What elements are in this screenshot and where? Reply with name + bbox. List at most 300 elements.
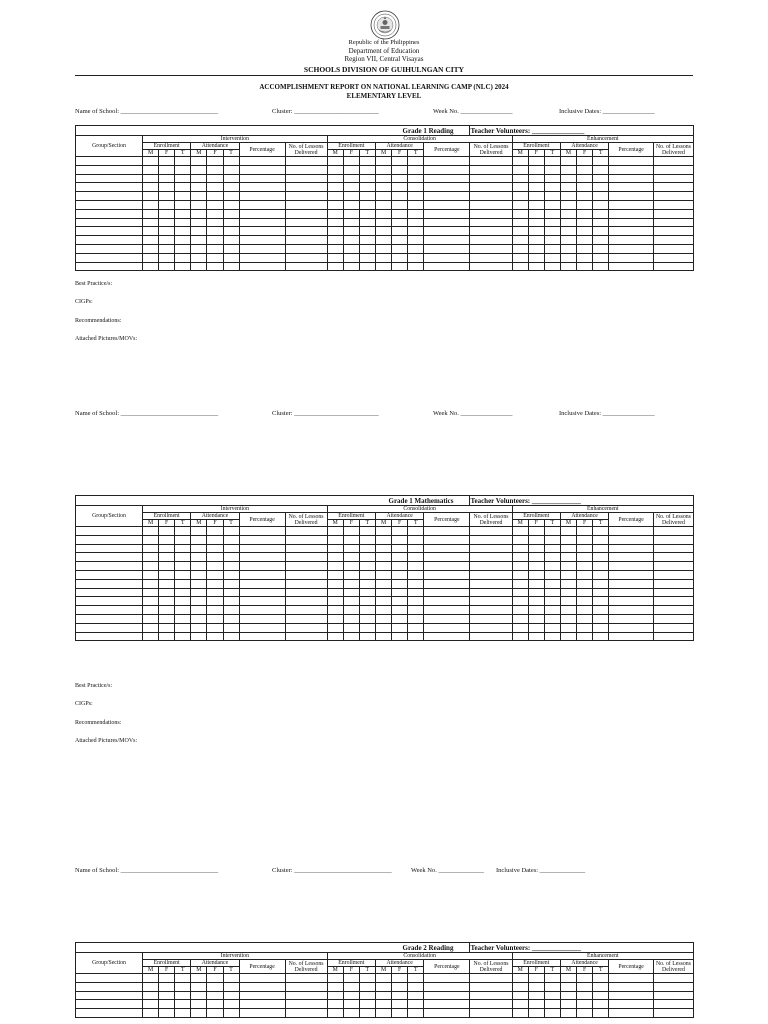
table-cell[interactable] (560, 236, 576, 245)
table-cell[interactable] (593, 597, 609, 606)
table-cell[interactable] (528, 562, 544, 571)
table-cell[interactable] (392, 982, 408, 991)
table-cell[interactable] (159, 570, 175, 579)
table-cell[interactable] (609, 562, 654, 571)
table-cell[interactable] (470, 991, 512, 1000)
table-cell[interactable] (285, 1000, 327, 1009)
table-cell[interactable] (512, 244, 528, 253)
table-cell[interactable] (470, 982, 512, 991)
table-cell[interactable] (577, 535, 593, 544)
table-cell[interactable] (343, 623, 359, 632)
table-cell[interactable] (392, 562, 408, 571)
table-cell[interactable] (359, 535, 375, 544)
table-cell[interactable] (408, 535, 424, 544)
table-cell[interactable] (528, 614, 544, 623)
table-cell[interactable] (544, 200, 560, 209)
table-cell[interactable] (76, 632, 143, 641)
table-cell[interactable] (142, 244, 158, 253)
cluster-field[interactable]: Cluster: __________________________ (272, 410, 379, 417)
table-cell[interactable] (577, 253, 593, 262)
table-cell[interactable] (159, 553, 175, 562)
table-cell[interactable] (577, 200, 593, 209)
table-cell[interactable] (424, 623, 470, 632)
table-cell[interactable] (207, 570, 223, 579)
table-cell[interactable] (285, 244, 327, 253)
table-cell[interactable] (577, 614, 593, 623)
table-cell[interactable] (207, 588, 223, 597)
table-cell[interactable] (470, 192, 512, 201)
table-cell[interactable] (285, 262, 327, 271)
table-cell[interactable] (470, 606, 512, 615)
table-cell[interactable] (175, 174, 191, 183)
table-cell[interactable] (593, 183, 609, 192)
table-cell[interactable] (470, 632, 512, 641)
table-cell[interactable] (408, 157, 424, 166)
table-cell[interactable] (528, 157, 544, 166)
table-cell[interactable] (512, 623, 528, 632)
table-cell[interactable] (223, 544, 239, 553)
table-cell[interactable] (653, 553, 693, 562)
table-cell[interactable] (142, 982, 158, 991)
table-cell[interactable] (239, 579, 285, 588)
week-field[interactable]: Week No. ________________ (433, 108, 513, 115)
table-cell[interactable] (376, 614, 392, 623)
table-cell[interactable] (285, 553, 327, 562)
table-cell[interactable] (76, 623, 143, 632)
table-cell[interactable] (223, 227, 239, 236)
table-cell[interactable] (223, 535, 239, 544)
table-cell[interactable] (544, 606, 560, 615)
table-cell[interactable] (653, 632, 693, 641)
table-cell[interactable] (375, 982, 391, 991)
table-cell[interactable] (359, 579, 375, 588)
table-cell[interactable] (470, 200, 512, 209)
table-cell[interactable] (470, 623, 512, 632)
table-cell[interactable] (408, 253, 424, 262)
table-cell[interactable] (593, 227, 609, 236)
table-cell[interactable] (653, 544, 693, 553)
table-cell[interactable] (609, 218, 654, 227)
table-cell[interactable] (376, 544, 392, 553)
table-cell[interactable] (239, 588, 285, 597)
table-cell[interactable] (76, 183, 143, 192)
table-cell[interactable] (408, 982, 424, 991)
table-cell[interactable] (359, 597, 375, 606)
table-cell[interactable] (512, 236, 528, 245)
inclusive-dates-field[interactable]: Inclusive Dates: ______________ (496, 867, 586, 874)
table-cell[interactable] (359, 174, 375, 183)
table-cell[interactable] (577, 262, 593, 271)
table-cell[interactable] (207, 174, 223, 183)
table-cell[interactable] (142, 192, 158, 201)
table-cell[interactable] (528, 183, 544, 192)
table-cell[interactable] (191, 579, 207, 588)
table-cell[interactable] (343, 244, 359, 253)
table-cell[interactable] (359, 192, 375, 201)
table-cell[interactable] (175, 623, 191, 632)
table-cell[interactable] (424, 527, 470, 536)
table-cell[interactable] (392, 1009, 408, 1018)
table-cell[interactable] (560, 165, 576, 174)
table-cell[interactable] (577, 606, 593, 615)
table-cell[interactable] (560, 544, 576, 553)
table-cell[interactable] (512, 1009, 528, 1018)
table-cell[interactable] (285, 562, 327, 571)
table-cell[interactable] (512, 157, 528, 166)
table-cell[interactable] (191, 982, 207, 991)
table-cell[interactable] (528, 623, 544, 632)
table-cell[interactable] (376, 562, 392, 571)
table-cell[interactable] (327, 209, 343, 218)
table-cell[interactable] (207, 544, 223, 553)
table-cell[interactable] (408, 974, 424, 983)
table-cell[interactable] (327, 562, 343, 571)
table-cell[interactable] (392, 606, 408, 615)
table-cell[interactable] (653, 183, 693, 192)
table-cell[interactable] (223, 614, 239, 623)
table-cell[interactable] (159, 614, 175, 623)
table-cell[interactable] (408, 227, 424, 236)
table-cell[interactable] (207, 227, 223, 236)
table-cell[interactable] (593, 606, 609, 615)
table-cell[interactable] (285, 209, 327, 218)
table-cell[interactable] (76, 991, 143, 1000)
table-cell[interactable] (142, 200, 158, 209)
table-cell[interactable] (424, 262, 470, 271)
table-cell[interactable] (223, 174, 239, 183)
teacher-volunteers-field[interactable]: Teacher Volunteers: ______________ (470, 943, 694, 953)
table-cell[interactable] (191, 527, 207, 536)
table-cell[interactable] (424, 244, 470, 253)
table-cell[interactable] (191, 1000, 207, 1009)
table-cell[interactable] (175, 974, 191, 983)
table-cell[interactable] (327, 570, 343, 579)
table-cell[interactable] (76, 262, 143, 271)
table-cell[interactable] (593, 157, 609, 166)
table-cell[interactable] (239, 253, 285, 262)
table-cell[interactable] (392, 157, 408, 166)
table-cell[interactable] (142, 1009, 158, 1018)
table-cell[interactable] (191, 562, 207, 571)
table-cell[interactable] (424, 614, 470, 623)
table-cell[interactable] (392, 209, 408, 218)
table-cell[interactable] (142, 1000, 158, 1009)
table-cell[interactable] (609, 174, 654, 183)
inclusive-dates-field[interactable]: Inclusive Dates: ________________ (559, 108, 655, 115)
table-cell[interactable] (577, 527, 593, 536)
table-cell[interactable] (359, 218, 375, 227)
table-cell[interactable] (392, 991, 408, 1000)
table-cell[interactable] (424, 157, 470, 166)
table-cell[interactable] (76, 1009, 143, 1018)
table-cell[interactable] (175, 632, 191, 641)
table-cell[interactable] (653, 535, 693, 544)
table-cell[interactable] (239, 218, 285, 227)
table-cell[interactable] (392, 597, 408, 606)
table-cell[interactable] (512, 544, 528, 553)
table-cell[interactable] (392, 262, 408, 271)
table-cell[interactable] (175, 544, 191, 553)
table-cell[interactable] (653, 192, 693, 201)
table-cell[interactable] (207, 192, 223, 201)
table-cell[interactable] (343, 606, 359, 615)
table-cell[interactable] (159, 157, 175, 166)
table-cell[interactable] (239, 535, 285, 544)
table-cell[interactable] (207, 1009, 223, 1018)
table-cell[interactable] (223, 218, 239, 227)
table-cell[interactable] (76, 209, 143, 218)
table-cell[interactable] (223, 553, 239, 562)
table-cell[interactable] (376, 218, 392, 227)
table-cell[interactable] (175, 1000, 191, 1009)
table-cell[interactable] (76, 982, 143, 991)
table-cell[interactable] (359, 165, 375, 174)
table-cell[interactable] (207, 632, 223, 641)
table-cell[interactable] (408, 244, 424, 253)
table-cell[interactable] (343, 227, 359, 236)
table-cell[interactable] (424, 174, 470, 183)
table-cell[interactable] (577, 183, 593, 192)
table-cell[interactable] (593, 218, 609, 227)
table-cell[interactable] (76, 535, 143, 544)
table-cell[interactable] (593, 192, 609, 201)
table-cell[interactable] (593, 553, 609, 562)
table-cell[interactable] (470, 174, 512, 183)
table-cell[interactable] (653, 570, 693, 579)
table-cell[interactable] (191, 253, 207, 262)
table-cell[interactable] (239, 165, 285, 174)
table-cell[interactable] (593, 632, 609, 641)
table-cell[interactable] (327, 588, 343, 597)
table-cell[interactable] (577, 174, 593, 183)
table-cell[interactable] (470, 1009, 512, 1018)
table-cell[interactable] (343, 588, 359, 597)
table-cell[interactable] (512, 227, 528, 236)
table-cell[interactable] (560, 262, 576, 271)
table-cell[interactable] (239, 1009, 285, 1018)
table-cell[interactable] (577, 974, 593, 983)
table-cell[interactable] (470, 183, 512, 192)
table-cell[interactable] (239, 544, 285, 553)
table-cell[interactable] (223, 623, 239, 632)
table-cell[interactable] (376, 183, 392, 192)
table-cell[interactable] (343, 527, 359, 536)
table-cell[interactable] (376, 570, 392, 579)
table-cell[interactable] (577, 227, 593, 236)
table-cell[interactable] (392, 623, 408, 632)
table-cell[interactable] (544, 562, 560, 571)
table-cell[interactable] (159, 253, 175, 262)
table-cell[interactable] (376, 165, 392, 174)
table-cell[interactable] (223, 579, 239, 588)
table-cell[interactable] (191, 218, 207, 227)
table-cell[interactable] (609, 262, 654, 271)
table-cell[interactable] (76, 1000, 143, 1009)
table-cell[interactable] (159, 262, 175, 271)
table-cell[interactable] (577, 991, 593, 1000)
table-cell[interactable] (424, 562, 470, 571)
table-cell[interactable] (76, 588, 143, 597)
inclusive-dates-field[interactable]: Inclusive Dates: ________________ (559, 410, 655, 417)
table-cell[interactable] (392, 227, 408, 236)
table-cell[interactable] (560, 562, 576, 571)
table-cell[interactable] (653, 588, 693, 597)
table-cell[interactable] (609, 244, 654, 253)
table-cell[interactable] (593, 588, 609, 597)
table-cell[interactable] (593, 200, 609, 209)
table-cell[interactable] (653, 244, 693, 253)
table-cell[interactable] (175, 244, 191, 253)
table-cell[interactable] (207, 1000, 223, 1009)
table-cell[interactable] (159, 1000, 175, 1009)
table-cell[interactable] (191, 244, 207, 253)
table-cell[interactable] (560, 183, 576, 192)
table-cell[interactable] (207, 597, 223, 606)
table-cell[interactable] (528, 606, 544, 615)
table-cell[interactable] (512, 183, 528, 192)
table-cell[interactable] (512, 606, 528, 615)
table-cell[interactable] (223, 165, 239, 174)
table-cell[interactable] (239, 527, 285, 536)
table-cell[interactable] (343, 579, 359, 588)
table-cell[interactable] (142, 570, 158, 579)
table-cell[interactable] (528, 570, 544, 579)
table-cell[interactable] (392, 570, 408, 579)
table-cell[interactable] (653, 606, 693, 615)
table-cell[interactable] (76, 606, 143, 615)
table-cell[interactable] (544, 614, 560, 623)
table-cell[interactable] (593, 544, 609, 553)
table-cell[interactable] (327, 527, 343, 536)
table-cell[interactable] (512, 253, 528, 262)
table-cell[interactable] (223, 1009, 239, 1018)
table-cell[interactable] (528, 588, 544, 597)
table-cell[interactable] (327, 262, 343, 271)
table-cell[interactable] (653, 253, 693, 262)
table-cell[interactable] (392, 236, 408, 245)
table-cell[interactable] (528, 1000, 544, 1009)
table-cell[interactable] (512, 165, 528, 174)
table-cell[interactable] (239, 623, 285, 632)
table-cell[interactable] (376, 209, 392, 218)
table-cell[interactable] (376, 623, 392, 632)
table-cell[interactable] (207, 157, 223, 166)
table-cell[interactable] (470, 553, 512, 562)
table-cell[interactable] (544, 236, 560, 245)
table-cell[interactable] (376, 535, 392, 544)
table-cell[interactable] (424, 588, 470, 597)
table-cell[interactable] (327, 165, 343, 174)
table-cell[interactable] (470, 236, 512, 245)
table-cell[interactable] (544, 253, 560, 262)
table-cell[interactable] (359, 562, 375, 571)
table-cell[interactable] (343, 974, 359, 983)
table-cell[interactable] (560, 974, 576, 983)
table-cell[interactable] (375, 1009, 391, 1018)
table-cell[interactable] (609, 165, 654, 174)
table-cell[interactable] (560, 209, 576, 218)
table-cell[interactable] (191, 606, 207, 615)
table-cell[interactable] (159, 535, 175, 544)
table-cell[interactable] (207, 244, 223, 253)
table-cell[interactable] (223, 236, 239, 245)
table-cell[interactable] (343, 562, 359, 571)
table-cell[interactable] (528, 597, 544, 606)
table-cell[interactable] (142, 623, 158, 632)
table-cell[interactable] (159, 597, 175, 606)
table-cell[interactable] (512, 614, 528, 623)
table-cell[interactable] (609, 1000, 654, 1009)
table-cell[interactable] (207, 236, 223, 245)
table-cell[interactable] (327, 157, 343, 166)
table-cell[interactable] (142, 262, 158, 271)
table-cell[interactable] (424, 1009, 470, 1018)
table-cell[interactable] (424, 606, 470, 615)
table-cell[interactable] (343, 209, 359, 218)
table-cell[interactable] (392, 535, 408, 544)
table-cell[interactable] (359, 1000, 375, 1009)
table-cell[interactable] (207, 527, 223, 536)
table-cell[interactable] (593, 991, 609, 1000)
table-cell[interactable] (609, 227, 654, 236)
table-cell[interactable] (191, 974, 207, 983)
table-cell[interactable] (327, 236, 343, 245)
table-cell[interactable] (544, 262, 560, 271)
table-cell[interactable] (577, 1009, 593, 1018)
table-cell[interactable] (376, 579, 392, 588)
table-cell[interactable] (376, 200, 392, 209)
table-cell[interactable] (142, 227, 158, 236)
table-cell[interactable] (159, 606, 175, 615)
table-cell[interactable] (207, 253, 223, 262)
table-cell[interactable] (285, 253, 327, 262)
table-cell[interactable] (577, 632, 593, 641)
table-cell[interactable] (577, 623, 593, 632)
table-cell[interactable] (408, 174, 424, 183)
table-cell[interactable] (142, 218, 158, 227)
table-cell[interactable] (207, 262, 223, 271)
table-cell[interactable] (408, 597, 424, 606)
table-cell[interactable] (512, 632, 528, 641)
table-cell[interactable] (142, 606, 158, 615)
table-cell[interactable] (159, 244, 175, 253)
table-cell[interactable] (392, 165, 408, 174)
table-cell[interactable] (142, 253, 158, 262)
table-cell[interactable] (528, 209, 544, 218)
table-cell[interactable] (560, 579, 576, 588)
table-cell[interactable] (560, 527, 576, 536)
table-cell[interactable] (76, 200, 143, 209)
table-cell[interactable] (142, 174, 158, 183)
table-cell[interactable] (424, 553, 470, 562)
table-cell[interactable] (239, 200, 285, 209)
table-cell[interactable] (609, 236, 654, 245)
table-cell[interactable] (142, 544, 158, 553)
table-cell[interactable] (512, 209, 528, 218)
table-cell[interactable] (376, 253, 392, 262)
teacher-volunteers-field[interactable]: Teacher Volunteers: ______________ (470, 496, 694, 506)
table-cell[interactable] (593, 209, 609, 218)
table-cell[interactable] (392, 527, 408, 536)
table-cell[interactable] (512, 553, 528, 562)
table-cell[interactable] (470, 262, 512, 271)
table-cell[interactable] (577, 244, 593, 253)
table-cell[interactable] (207, 623, 223, 632)
table-cell[interactable] (285, 183, 327, 192)
table-cell[interactable] (544, 157, 560, 166)
table-cell[interactable] (191, 174, 207, 183)
table-cell[interactable] (175, 614, 191, 623)
